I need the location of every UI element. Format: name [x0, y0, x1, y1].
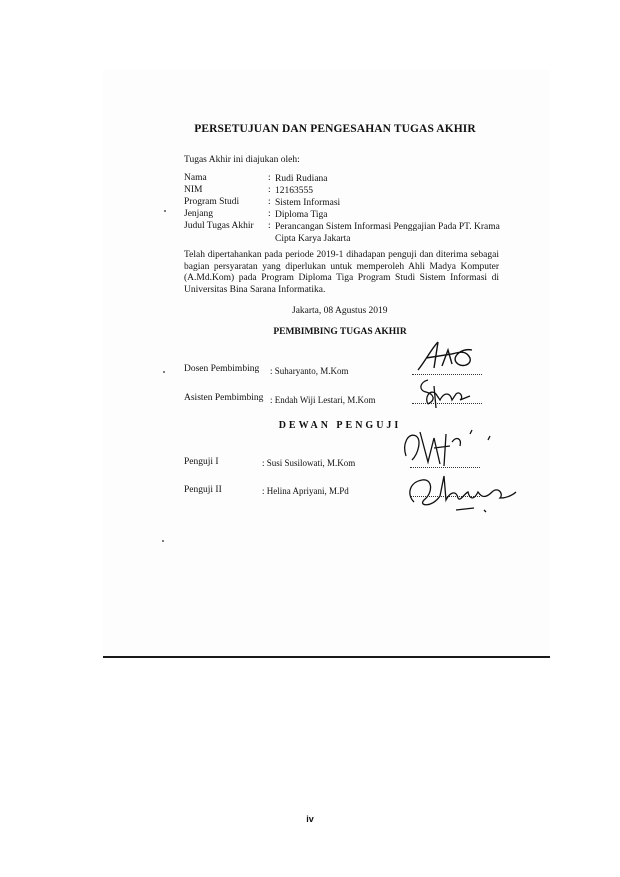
supervisor-name-dosen: : Suharyanto, M.Kom: [270, 366, 349, 376]
field-label-program-studi: Program Studi: [184, 197, 240, 207]
scan-speck: [162, 540, 164, 542]
place-date: Jakarta, 08 Agustus 2019: [292, 306, 388, 316]
field-value-jenjang: Diploma Tiga: [275, 210, 328, 220]
document-title: PERSETUJUAN DAN PENGESAHAN TUGAS AKHIR: [194, 123, 476, 135]
supervisor-label-dosen: Dosen Pembimbing: [184, 364, 260, 374]
intro-text: Tugas Akhir ini diajukan oleh:: [184, 155, 300, 165]
field-label-judul: Judul Tugas Akhir: [184, 221, 254, 231]
examiner-label-2: Penguji II: [184, 485, 222, 495]
signature-image: [414, 376, 482, 410]
approval-paragraph: Telah dipertahankan pada periode 2019-1 dihadapan penguji dan diterima sebagai bagian persyaratan yang diperlukan untuk memperoleh Ahli Madya Komputer (A.Md.Kom) pada Program Diploma Tiga Program Studi Sistem Informasi di Universitas Bina Sarana Informatika.: [184, 250, 499, 295]
supervisors-heading: PEMBIMBING TUGAS AKHIR: [273, 327, 407, 337]
bottom-rule: [103, 656, 550, 658]
signature-image: [404, 472, 520, 514]
field-value-nama: Rudi Rudiana: [275, 174, 328, 184]
field-value-judul: Perancangan Sistem Informasi Penggajian Pada PT. Krama Cipta Karya Jakarta: [275, 222, 500, 244]
field-value-nim: 12163555: [275, 186, 313, 196]
field-label-jenjang: Jenjang: [184, 209, 214, 219]
supervisor-name-asisten: : Endah Wiji Lestari, M.Kom: [270, 395, 376, 405]
field-colon: :: [268, 197, 271, 207]
scan-speck: [164, 210, 166, 212]
supervisor-label-asisten: Asisten Pembimbing: [184, 393, 264, 403]
signature-line: [412, 374, 482, 375]
field-colon: :: [268, 185, 271, 195]
examiner-label-1: Penguji I: [184, 457, 219, 467]
field-value-program-studi: Sistem Informasi: [275, 198, 341, 208]
field-colon: :: [268, 173, 271, 183]
examiner-name-1: : Susi Susilowati, M.Kom: [262, 458, 356, 468]
examiner-name-2: : Helina Apriyani, M.Pd: [262, 486, 349, 496]
signature-image: [412, 338, 482, 374]
signature-image: [400, 426, 500, 470]
scan-speck: [163, 371, 165, 373]
page-number: iv: [306, 814, 314, 824]
field-colon: :: [268, 209, 271, 219]
field-colon: :: [268, 221, 271, 231]
field-label-nama: Nama: [184, 173, 207, 183]
field-label-nim: NIM: [184, 185, 203, 195]
examiners-heading: DEWAN PENGUJI: [278, 420, 402, 431]
